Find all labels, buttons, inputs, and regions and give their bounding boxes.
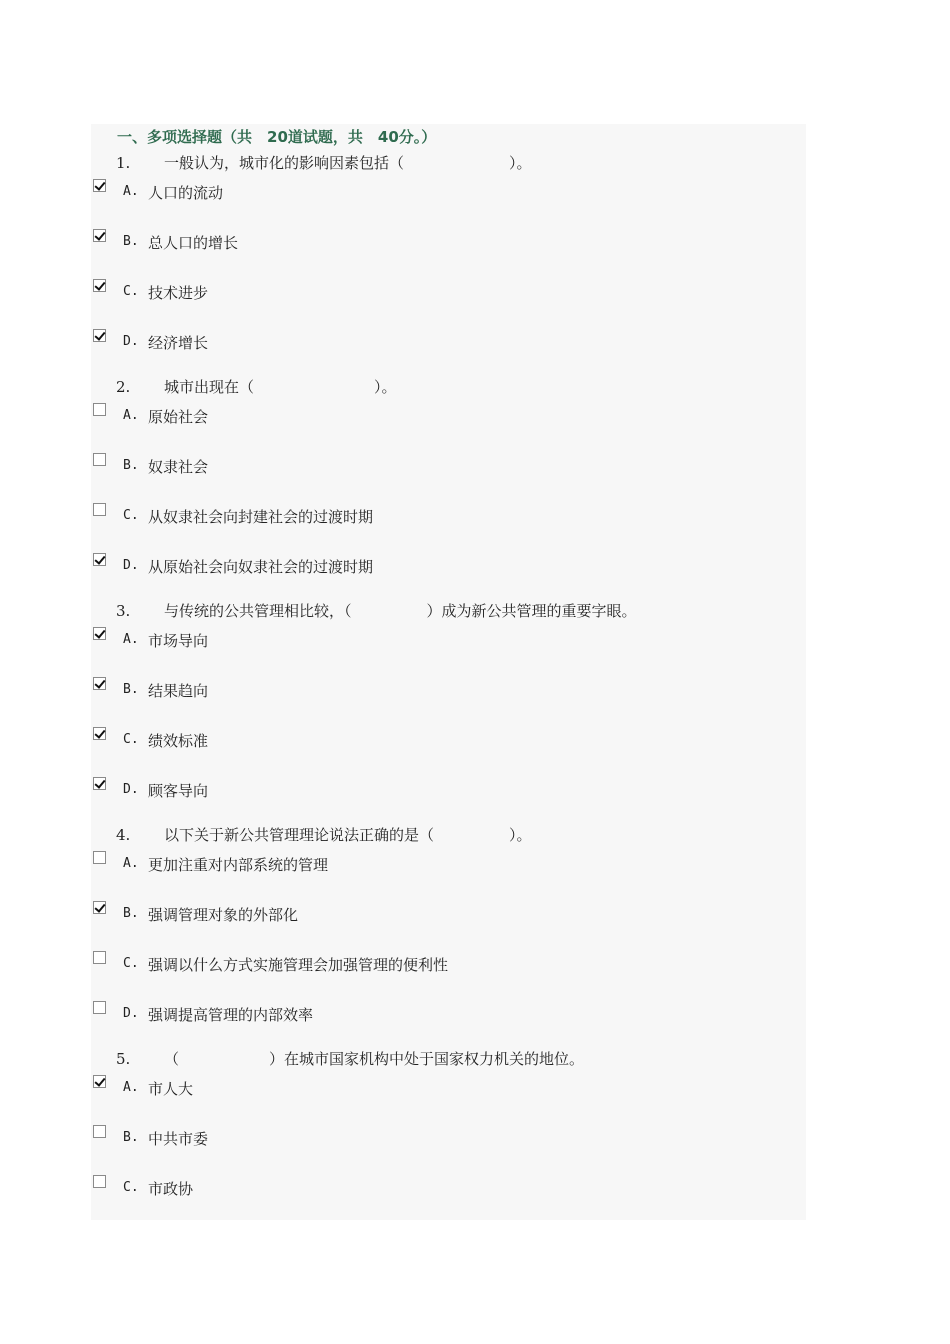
option-text: 强调提高管理的内部效率 bbox=[148, 1006, 314, 1024]
unchecked-checkbox-icon[interactable] bbox=[93, 951, 106, 964]
option-letter: C. bbox=[123, 284, 139, 299]
option-letter: C. bbox=[123, 1180, 139, 1195]
option-text: 更加注重对内部系统的管理 bbox=[148, 856, 329, 874]
question-text: 一般认为，城市化的影响因素包括（ ）。 bbox=[164, 154, 532, 172]
unchecked-checkbox-icon[interactable] bbox=[93, 851, 106, 864]
option-text: 强调以什么方式实施管理会加强管理的便利性 bbox=[148, 956, 449, 974]
option-letter: D. bbox=[123, 1006, 139, 1021]
checked-checkbox-icon[interactable] bbox=[93, 329, 106, 342]
checked-checkbox-icon[interactable] bbox=[93, 627, 106, 640]
unchecked-checkbox-icon[interactable] bbox=[93, 1125, 106, 1138]
option-text: 人口的流动 bbox=[148, 184, 224, 202]
unchecked-checkbox-icon[interactable] bbox=[93, 1001, 106, 1014]
question-1 bbox=[116, 152, 532, 173]
option-letter: A. bbox=[123, 1080, 139, 1095]
option-text: 结果趋向 bbox=[148, 682, 209, 700]
checked-checkbox-icon[interactable] bbox=[93, 727, 106, 740]
option-text: 市场导向 bbox=[148, 632, 209, 650]
option-letter: A. bbox=[123, 856, 139, 871]
option-letter: A. bbox=[123, 408, 139, 423]
checked-checkbox-icon[interactable] bbox=[93, 777, 106, 790]
option-text: 经济增长 bbox=[148, 334, 209, 352]
option-letter: B. bbox=[123, 458, 139, 473]
checked-checkbox-icon[interactable] bbox=[93, 553, 106, 566]
option-text: 强调管理对象的外部化 bbox=[148, 906, 299, 924]
checked-checkbox-icon[interactable] bbox=[93, 179, 106, 192]
checked-checkbox-icon[interactable] bbox=[93, 901, 106, 914]
question-number: 3. bbox=[116, 602, 131, 620]
question-number: 2. bbox=[116, 378, 131, 396]
option-text: 市人大 bbox=[148, 1080, 194, 1098]
unchecked-checkbox-icon[interactable] bbox=[93, 453, 106, 466]
option-text: 顾客导向 bbox=[148, 782, 209, 800]
unchecked-checkbox-icon[interactable] bbox=[93, 403, 106, 416]
option-letter: A. bbox=[123, 632, 139, 647]
checked-checkbox-icon[interactable] bbox=[93, 1075, 106, 1088]
unchecked-checkbox-icon[interactable] bbox=[93, 503, 106, 516]
question-text: 与传统的公共管理相比较，（ ）成为新公共管理的重要字眼。 bbox=[164, 602, 637, 620]
option-text: 市政协 bbox=[148, 1180, 194, 1198]
question-text: 以下关于新公共管理理论说法正确的是（ ）。 bbox=[164, 826, 532, 844]
option-text: 从原始社会向奴隶社会的过渡时期 bbox=[148, 558, 374, 576]
option-text: 绩效标准 bbox=[148, 732, 209, 750]
question-text: 城市出现在（ ）。 bbox=[164, 378, 397, 396]
option-text: 奴隶社会 bbox=[148, 458, 209, 476]
question-number: 4. bbox=[116, 826, 131, 844]
option-text: 从奴隶社会向封建社会的过渡时期 bbox=[148, 508, 374, 526]
option-text: 技术进步 bbox=[148, 284, 209, 302]
checked-checkbox-icon[interactable] bbox=[93, 229, 106, 242]
option-letter: C. bbox=[123, 956, 139, 971]
question-text: （ ）在城市国家机构中处于国家权力机关的地位。 bbox=[164, 1050, 585, 1068]
option-letter: D. bbox=[123, 334, 139, 349]
option-letter: A. bbox=[123, 184, 139, 199]
option-letter: B. bbox=[123, 682, 139, 697]
option-letter: B. bbox=[123, 906, 139, 921]
question-5 bbox=[116, 1048, 584, 1069]
question-number: 5. bbox=[116, 1050, 131, 1068]
question-2 bbox=[116, 376, 397, 397]
question-3 bbox=[116, 600, 637, 621]
option-letter: B. bbox=[123, 234, 139, 249]
option-text: 原始社会 bbox=[148, 408, 209, 426]
section-title: 一、多项选择题（共 20道试题，共 40分。） bbox=[117, 128, 437, 146]
question-number: 1. bbox=[116, 154, 131, 172]
option-letter: C. bbox=[123, 732, 139, 747]
checked-checkbox-icon[interactable] bbox=[93, 677, 106, 690]
checked-checkbox-icon[interactable] bbox=[93, 279, 106, 292]
question-4 bbox=[116, 824, 532, 845]
option-letter: D. bbox=[123, 558, 139, 573]
option-text: 总人口的增长 bbox=[148, 234, 239, 252]
unchecked-checkbox-icon[interactable] bbox=[93, 1175, 106, 1188]
option-text: 中共市委 bbox=[148, 1130, 209, 1148]
option-letter: D. bbox=[123, 782, 139, 797]
option-letter: C. bbox=[123, 508, 139, 523]
option-letter: B. bbox=[123, 1130, 139, 1145]
